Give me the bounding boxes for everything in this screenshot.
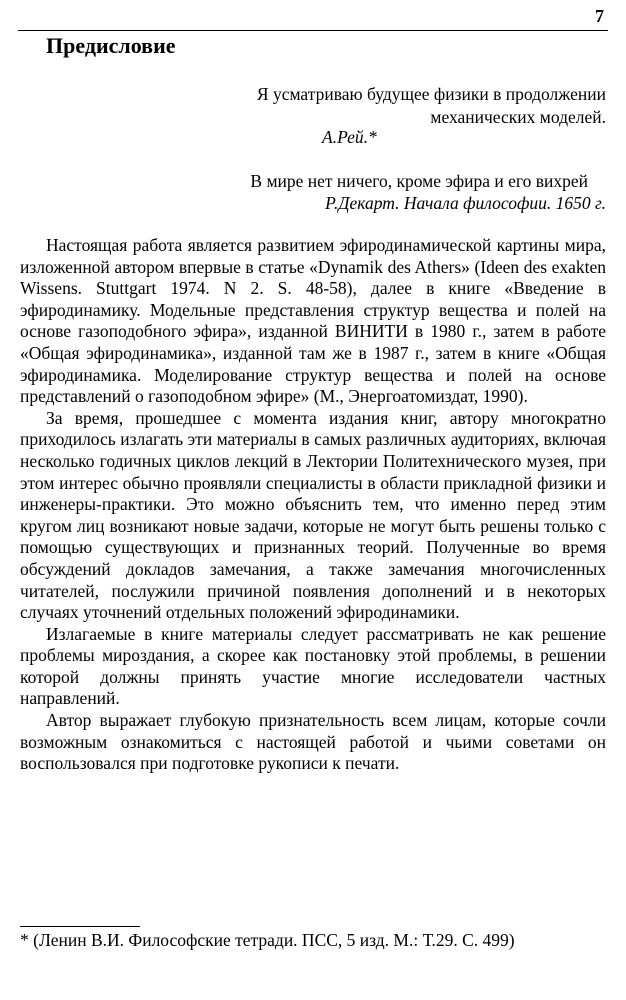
paragraph-2: За время, прошедшее с момента издания книг, автору многократно приходилось излагать эти материалы в самых различных аудиториях, включая несколько годичных циклов лекций в Лектории Политехнического музея, при этом интерес обычно проявляли специалисты в области прикладной физики и инженеры-практики. Это можно объяснить тем, что именно перед этим кругом лиц возникают новые задачи, которые не могут быть решены только с помощью существующих и признанных теорий. Полученные во время обсуждений докладов замечания, а также замечания многочисленных читателей, послужили причиной появления дополнений и в некоторых случаях уточнений отдельных положений эфиродинамики. [20,407,606,623]
epigraph-1-quote: Я усматриваю будущее физики в продолжении механических моделей. [256,84,606,127]
paragraph-3: Излагаемые в книге материалы следует рассматривать не как решение проблемы мироздания, а скорее как постановку этой проблемы, в решении которой должны принять участие многие исследователи частных направлений. [20,623,606,709]
epigraph-2-quote: В мире нет ничего, кроме эфира и его вихрей [250,171,588,191]
header-rule [18,30,608,31]
footnote-rule [20,926,140,927]
page-title: Предисловие [46,33,176,58]
epigraph-2-source: Р.Декарт. Начала философии. 1650 г. [325,193,606,213]
paragraph-1: Настоящая работа является развитием эфиродинамической картины мира, изложенной автором впервые в статье «Dynamik des Athers» (Ideen des exakten Wissens. Stuttgart 1974. N 2. S. 48-58), далее в книге «Введение в эфиродинамику. Модельные представления структур вещества и полей на основе газоподобного эфира», изданной ВИНИТИ в 1980 г., затем в работе «Общая эфиродинамика», изданной там же в 1987 г., затем в книге «Общая эфиродинамика. Моделирование структур вещества и полей на основе представлений о газоподобном эфире» (М., Энергоатомиздат, 1990). [20,235,606,407]
page-number: 7 [595,6,604,26]
epigraph-2 [186,170,606,214]
paragraph-4: Автор выражает глубокую признательность всем лицам, которые сочли возможным ознакомиться с настоящей работой и чьими советами он воспользовался при подготовке рукописи к печати. [20,710,606,774]
footnote: * (Ленин В.И. Философские тетради. ПСС, 5 изд. М.: Т.29. С. 499) [20,930,515,950]
body-text [20,235,606,775]
epigraph-1-author: А.Рей.* [322,127,377,147]
